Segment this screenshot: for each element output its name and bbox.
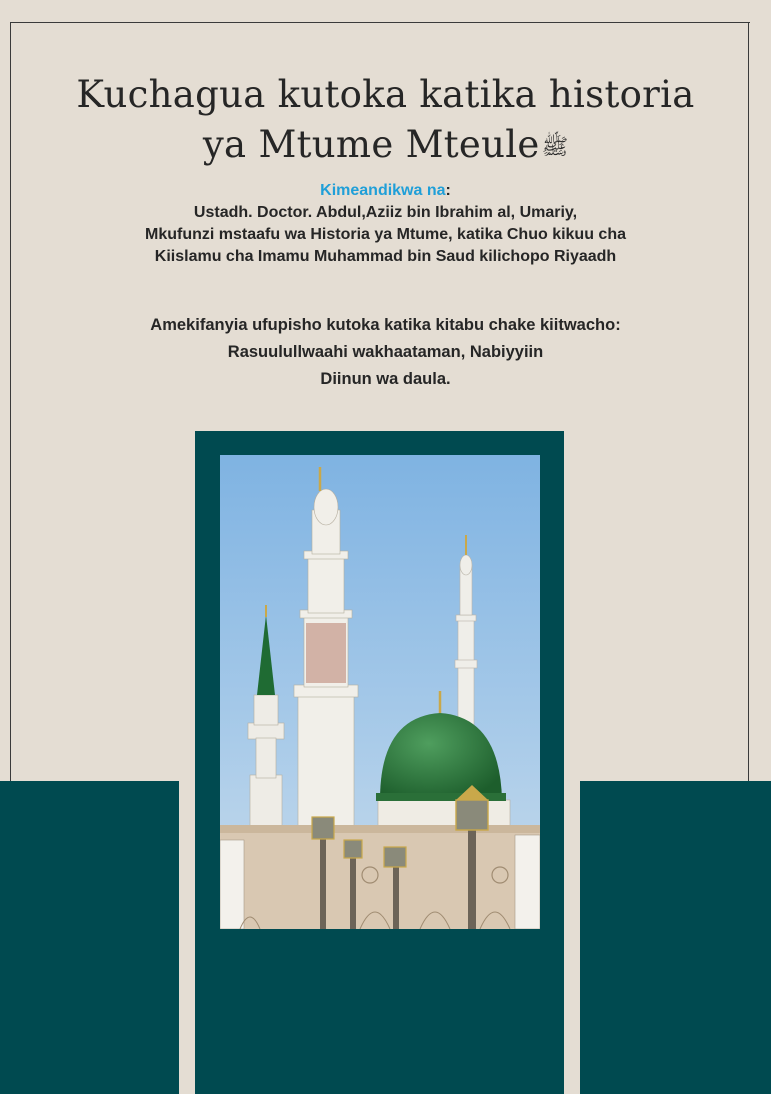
title-line-2-text: ya Mtume Mteule bbox=[202, 123, 540, 166]
title-line-2 bbox=[0, 120, 771, 173]
author-label-colon: : bbox=[445, 182, 451, 199]
summary-line-1: Amekifanyia ufupisho kutoka katika kitabu chake kiitwacho: bbox=[150, 316, 621, 334]
summary-line-3: Diinun wa daula. bbox=[320, 370, 451, 388]
teal-block-right bbox=[580, 781, 771, 1094]
book-title bbox=[0, 70, 771, 173]
author-label: Kimeandikwa na bbox=[320, 182, 446, 199]
author-name: Ustadh. Doctor. Abdul,Aziiz bin Ibrahim al, Umariy, bbox=[193, 204, 578, 221]
author-credits bbox=[0, 180, 771, 268]
author-label-row bbox=[0, 180, 771, 202]
author-institution: Kiislamu cha Imamu Muhammad bin Saud kilichopo Riyaadh bbox=[154, 248, 617, 265]
frame-top-line bbox=[10, 22, 750, 23]
honorific-glyph: ﷺ bbox=[541, 134, 569, 160]
teal-block-left bbox=[0, 781, 179, 1094]
summary-line-2: Rasuulullwaahi wakhaataman, Nabiyyiin bbox=[227, 343, 544, 361]
author-position: Mkufunzi mstaafu wa Historia ya Mtume, katika Chuo kikuu cha bbox=[145, 226, 626, 243]
mosque-photo bbox=[220, 455, 540, 929]
summary-text bbox=[0, 312, 771, 393]
title-line-1: Kuchagua kutoka katika historia bbox=[76, 73, 695, 116]
